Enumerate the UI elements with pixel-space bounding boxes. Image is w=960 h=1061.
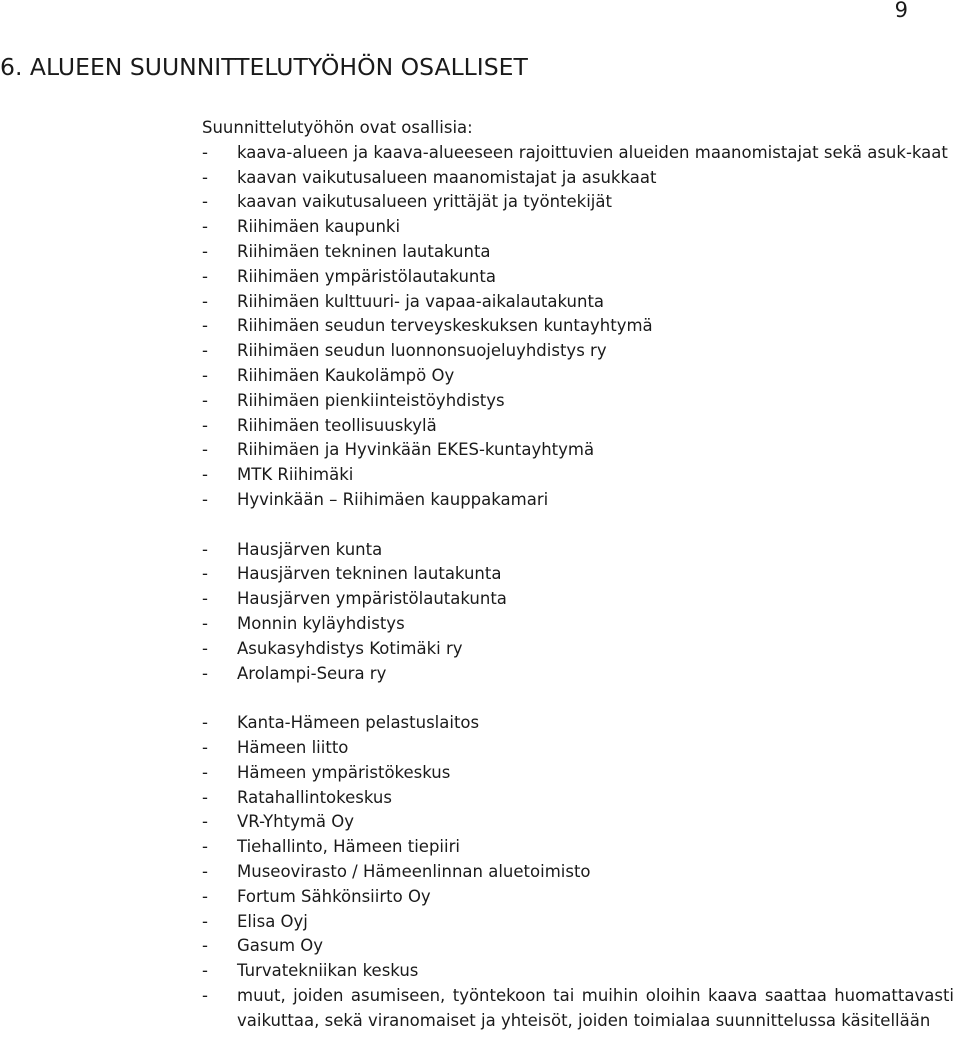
bullet-dash: - bbox=[202, 241, 208, 261]
bullet-dash: - bbox=[202, 266, 208, 286]
bullet-dash: - bbox=[202, 415, 208, 435]
list-item-text: Elisa Oyj bbox=[237, 911, 308, 931]
list-item bbox=[202, 910, 954, 935]
bullet-dash: - bbox=[202, 440, 208, 460]
list-item bbox=[202, 389, 954, 414]
list-item bbox=[202, 736, 954, 761]
bullet-dash: - bbox=[202, 142, 208, 162]
bullet-dash: - bbox=[202, 787, 208, 807]
list-item bbox=[202, 835, 954, 860]
list-item-text: kaavan vaikutusalueen maanomistajat ja asukkaat bbox=[237, 167, 657, 187]
list-item-text: Riihimäen Kaukolämpö Oy bbox=[237, 365, 455, 385]
bullet-dash: - bbox=[202, 663, 208, 683]
list-item-text: Riihimäen teollisuuskylä bbox=[237, 415, 437, 435]
list-item bbox=[202, 934, 954, 959]
list-item bbox=[202, 190, 954, 215]
list-item-text: Gasum Oy bbox=[237, 936, 324, 956]
list-item bbox=[202, 488, 954, 513]
bullet-dash: - bbox=[202, 192, 208, 212]
bullet-dash: - bbox=[202, 291, 208, 311]
list-item-text: Monnin kyläyhdistys bbox=[237, 613, 405, 633]
bullet-dash: - bbox=[202, 713, 208, 733]
list-item-text: Hyvinkään – Riihimäen kauppakamari bbox=[237, 489, 549, 509]
list-item bbox=[202, 215, 954, 240]
bullet-dash: - bbox=[202, 638, 208, 658]
list-item bbox=[202, 860, 954, 885]
list-item bbox=[202, 587, 954, 612]
bullet-dash: - bbox=[202, 167, 208, 187]
bullet-dash: - bbox=[202, 911, 208, 931]
participants-list-authorities bbox=[202, 711, 954, 1033]
list-item bbox=[202, 786, 954, 811]
bullet-dash: - bbox=[202, 812, 208, 832]
list-item-text: Hämeen liitto bbox=[237, 737, 349, 757]
list-item-text: muut, joiden asumiseen, työntekoon tai muihin oloihin kaava saattaa huomattavasti vaikuttaa, sekä viranomaiset ja yhteisöt, joiden toimialaa suunnittelussa käsitellään bbox=[237, 985, 954, 1030]
bullet-dash: - bbox=[202, 341, 208, 361]
bullet-dash: - bbox=[202, 564, 208, 584]
list-item bbox=[202, 562, 954, 587]
list-item-text: Hämeen ympäristökeskus bbox=[237, 762, 451, 782]
bullet-dash: - bbox=[202, 365, 208, 385]
list-item bbox=[202, 438, 954, 463]
list-item bbox=[202, 637, 954, 662]
bullet-dash: - bbox=[202, 613, 208, 633]
list-item-text: Riihimäen kaupunki bbox=[237, 217, 401, 237]
section-heading: 6. ALUEEN SUUNNITTELUTYÖHÖN OSALLISET bbox=[0, 53, 528, 81]
bullet-dash: - bbox=[202, 465, 208, 485]
list-item-text: Museovirasto / Hämeenlinnan aluetoimisto bbox=[237, 861, 591, 881]
participants-list-riihimaki bbox=[202, 141, 954, 513]
bullet-dash: - bbox=[202, 936, 208, 956]
list-item bbox=[202, 265, 954, 290]
list-item bbox=[202, 414, 954, 439]
list-item-text: Riihimäen kulttuuri- ja vapaa-aikalautakunta bbox=[237, 291, 605, 311]
bullet-dash: - bbox=[202, 539, 208, 559]
bullet-dash: - bbox=[202, 762, 208, 782]
document-body bbox=[202, 116, 954, 1033]
bullet-dash: - bbox=[202, 985, 208, 1005]
list-item bbox=[202, 538, 954, 563]
list-item-text: Fortum Sähkönsiirto Oy bbox=[237, 886, 431, 906]
list-item-text: Hausjärven ympäristölautakunta bbox=[237, 589, 507, 609]
list-item bbox=[202, 810, 954, 835]
list-item-text: Hausjärven tekninen lautakunta bbox=[237, 564, 502, 584]
bullet-dash: - bbox=[202, 589, 208, 609]
list-item-text: Ratahallintokeskus bbox=[237, 787, 392, 807]
list-item bbox=[202, 314, 954, 339]
bullet-dash: - bbox=[202, 316, 208, 336]
list-item-text: MTK Riihimäki bbox=[237, 465, 354, 485]
bullet-dash: - bbox=[202, 886, 208, 906]
list-item bbox=[202, 711, 954, 736]
list-item bbox=[202, 984, 954, 1034]
bullet-dash: - bbox=[202, 861, 208, 881]
bullet-dash: - bbox=[202, 489, 208, 509]
list-item-text: Riihimäen ja Hyvinkään EKES-kuntayhtymä bbox=[237, 440, 595, 460]
list-item-text: Hausjärven kunta bbox=[237, 539, 383, 559]
list-item bbox=[202, 612, 954, 637]
bullet-dash: - bbox=[202, 390, 208, 410]
list-item bbox=[202, 761, 954, 786]
list-item bbox=[202, 364, 954, 389]
list-item bbox=[202, 240, 954, 265]
list-item-text: Kanta-Hämeen pelastuslaitos bbox=[237, 713, 480, 733]
list-item bbox=[202, 959, 954, 984]
list-item-text: Riihimäen ympäristölautakunta bbox=[237, 266, 496, 286]
list-item bbox=[202, 339, 954, 364]
list-item-text: Asukasyhdistys Kotimäki ry bbox=[237, 638, 463, 658]
list-item bbox=[202, 166, 954, 191]
list-item-text: VR-Yhtymä Oy bbox=[237, 812, 355, 832]
list-item-text: kaava-alueen ja kaava-alueeseen rajoittuvien alueiden maanomistajat sekä asuk-kaat bbox=[237, 142, 948, 162]
list-item bbox=[202, 885, 954, 910]
list-item-text: Riihimäen seudun luonnonsuojeluyhdistys ry bbox=[237, 341, 607, 361]
bullet-dash: - bbox=[202, 217, 208, 237]
list-item bbox=[202, 141, 954, 166]
list-item bbox=[202, 290, 954, 315]
participants-list-hausjarvi bbox=[202, 538, 954, 687]
page-number: 9 bbox=[894, 0, 908, 22]
list-item-text: kaavan vaikutusalueen yrittäjät ja työntekijät bbox=[237, 192, 612, 212]
list-item-text: Arolampi-Seura ry bbox=[237, 663, 387, 683]
list-item-text: Riihimäen pienkiinteistöyhdistys bbox=[237, 390, 505, 410]
bullet-dash: - bbox=[202, 961, 208, 981]
bullet-dash: - bbox=[202, 737, 208, 757]
list-item bbox=[202, 463, 954, 488]
list-item bbox=[202, 662, 954, 687]
list-item-text: Tiehallinto, Hämeen tiepiiri bbox=[237, 837, 460, 857]
list-item-text: Riihimäen seudun terveyskeskuksen kuntayhtymä bbox=[237, 316, 653, 336]
list-item-text: Turvatekniikan keskus bbox=[237, 961, 419, 981]
intro-text: Suunnittelutyöhön ovat osallisia: bbox=[202, 118, 473, 137]
bullet-dash: - bbox=[202, 837, 208, 857]
list-item-text: Riihimäen tekninen lautakunta bbox=[237, 241, 491, 261]
